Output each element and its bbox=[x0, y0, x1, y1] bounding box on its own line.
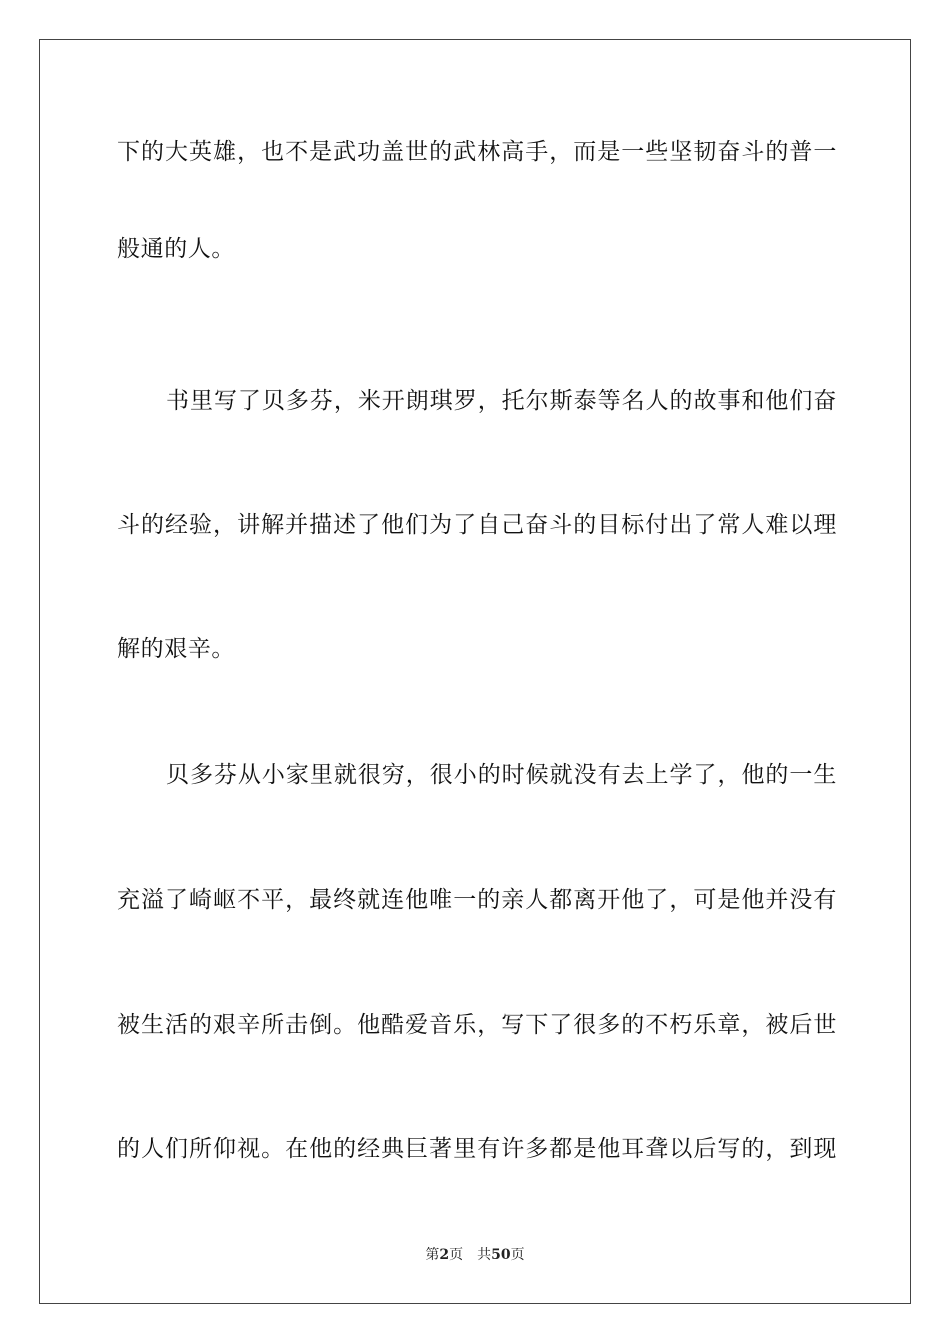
body-text-line: 下的大英雄，也不是武功盖世的武林高手，而是一些坚韧奋斗的普一 bbox=[117, 139, 837, 165]
body-text-line: 斗的经验，讲解并描述了他们为了自己奋斗的目标付出了常人难以理 bbox=[117, 512, 837, 538]
footer-total-prefix: 共 bbox=[477, 1247, 492, 1263]
page-border bbox=[39, 39, 911, 1304]
body-text-line: 般通的人。 bbox=[117, 236, 235, 262]
page-footer bbox=[0, 1246, 950, 1264]
body-text-line: 被生活的艰辛所击倒。他酷爱音乐，写下了很多的不朽乐章，被后世 bbox=[117, 1012, 837, 1038]
footer-total-suffix: 页 bbox=[510, 1247, 525, 1263]
body-text-line: 的人们所仰视。在他的经典巨著里有许多都是他耳聋以后写的，到现 bbox=[117, 1136, 837, 1162]
footer-total-pages: 50 bbox=[491, 1247, 511, 1263]
footer-page-number: 2 bbox=[439, 1247, 450, 1263]
body-text-line: 贝多芬从小家里就很穷，很小的时候就没有去上学了，他的一生 bbox=[166, 762, 837, 788]
footer-page-suffix: 页 bbox=[449, 1247, 464, 1263]
footer-page-prefix: 第 bbox=[425, 1247, 440, 1263]
body-text-line: 书里写了贝多芬，米开朗琪罗，托尔斯泰等名人的故事和他们奋 bbox=[166, 388, 837, 414]
body-text-line: 充溢了崎岖不平，最终就连他唯一的亲人都离开他了，可是他并没有 bbox=[117, 887, 837, 913]
body-text-line: 解的艰辛。 bbox=[117, 636, 235, 662]
